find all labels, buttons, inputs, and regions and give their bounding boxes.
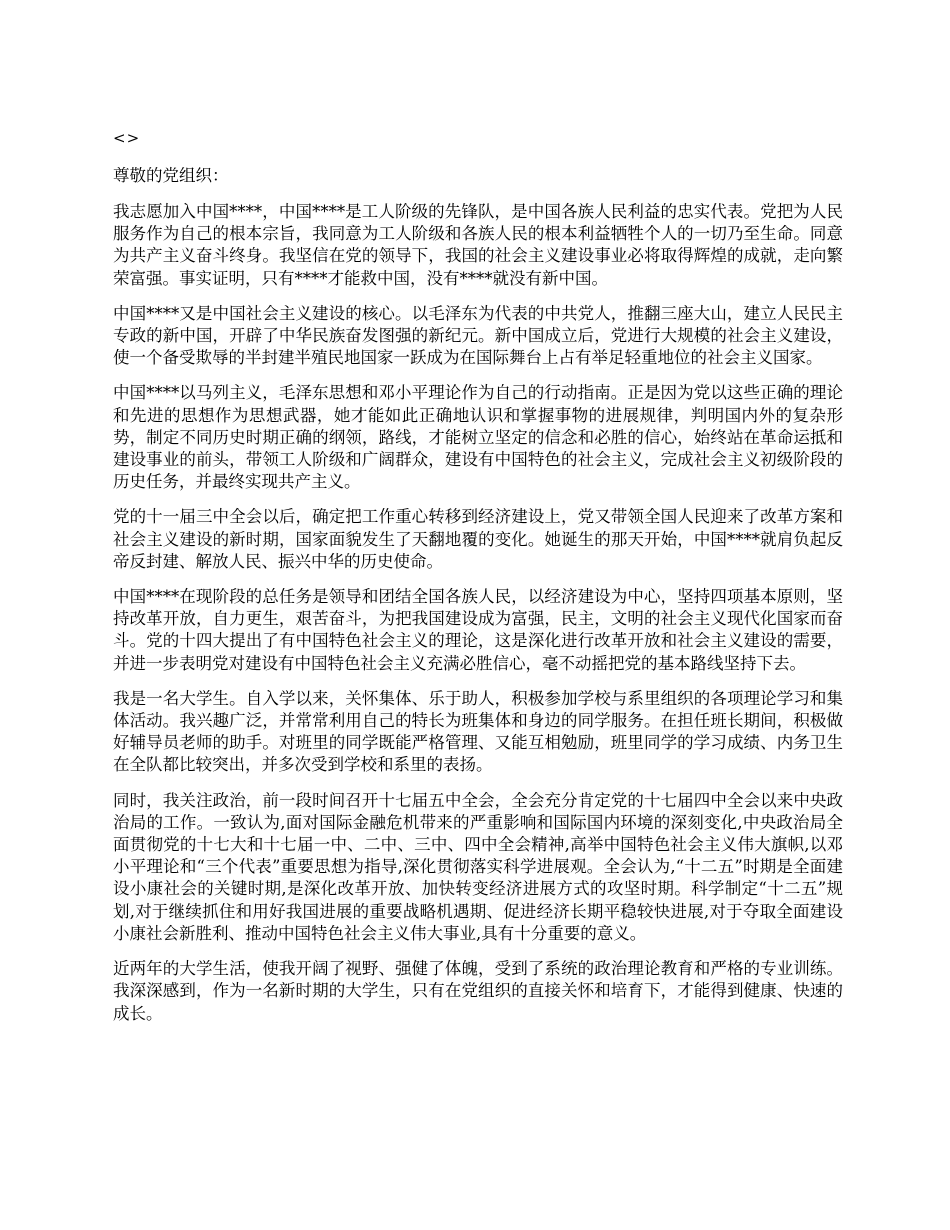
paragraph: 我是一名大学生。自入学以来，关怀集体、乐于助人，积极参加学校与系里组织的各项理论学习和集体活动。我兴趣广泛，并常常利用自己的特长为班集体和身边的同学服务。在担任班长期间，积极做好辅导员老师的助手。对班里的同学既能严格管理、又能互相勉励，班里同学的学习成绩、内务卫生在全队都比较突出，并多次受到学校和系里的表扬。: [113, 688, 843, 775]
paragraph: 近两年的大学生活，使我开阔了视野、强健了体魄，受到了系统的政治理论教育和严格的专业训练。我深深感到，作为一名新时期的大学生，只有在党组织的直接关怀和培育下，才能得到健康、快速的成长。: [113, 959, 843, 1023]
paragraph: 中国****又是中国社会主义建设的核心。以毛泽东为代表的中共党人，推翻三座大山，建立人民民主专政的新中国，开辟了中华民族奋发图强的新纪元。新中国成立后，党进行大规模的社会主义建设，使一个备受欺辱的半封建半殖民地国家一跃成为在国际舞台上占有举足轻重地位的社会主义国家。: [113, 303, 843, 368]
paragraph: 我志愿加入中国****，中国****是工人阶级的先锋队，是中国各族人民利益的忠实代表。党把为人民服务作为自己的根本宗旨，我同意为工人阶级和各族人民的根本利益牺牲个人的一切乃至生命。同意为共产主义奋斗终身。我坚信在党的领导下，我国的社会主义建设事业必将取得辉煌的成就，走向繁荣富强。事实证明，只有****才能救中国，没有****就没有新中国。: [113, 202, 843, 288]
document-marker: <>: [113, 129, 141, 147]
paragraph: 同时，我关注政治，前一段时间召开十七届五中全会，全会充分肯定党的十七届四中全会以来中央政治局的工作。一致认为,面对国际金融危机带来的严重影响和国际国内环境的深刻变化,中央政治局全面贯彻党的十七大和十七届一中、二中、三中、四中全会精神,高举中国特色社会主义伟大旗帜,以邓小平理论和“三个代表”重要思想为指导,深化贯彻落实科学进展观。全会认为,“十二五”时期是全面建设小康社会的关键时期,是深化改革开放、加快转变经济进展方式的攻坚时期。科学制定“十二五”规划,对于继续抓住和用好我国进展的重要战略机遇期、促进经济长期平稳较快进展,对于夺取全面建设小康社会新胜利、推动中国特色社会主义伟大事业,具有十分重要的意义。: [113, 790, 843, 943]
paragraph: 党的十一届三中全会以后，确定把工作重心转移到经济建设上，党又带领全国人民迎来了改革方案和社会主义建设的新时期，国家面貌发生了天翻地覆的变化。她诞生的那天开始，中国****就肩负起反帝反封建、解放人民、振兴中华的历史使命。: [113, 507, 843, 571]
salutation: 尊敬的党组织：: [113, 166, 229, 185]
document-body: [113, 128, 843, 1038]
paragraph: 中国****在现阶段的总任务是领导和团结全国各族人民，以经济建设为中心，坚持四项基本原则，坚持改革开放，自力更生，艰苦奋斗，为把我国建设成为富强，民主，文明的社会主义现代化国家而奋斗。党的十四大提出了有中国特色社会主义的理论，这是深化进行改革开放和社会主义建设的需要，并进一步表明党对建设有中国特色社会主义充满必胜信心，毫不动摇把党的基本路线坚持下去。: [113, 587, 843, 673]
paragraph: 中国****以马列主义，毛泽东思想和邓小平理论作为自己的行动指南。正是因为党以这些正确的理论和先进的思想作为思想武器，她才能如此正确地认识和掌握事物的进展规律，判明国内外的复杂形势，制定不同历史时期正确的纲领，路线，才能树立坚定的信念和必胜的信心，始终站在革命运抵和建设事业的前头，带领工人阶级和广阔群众，建设有中国特色的社会主义，完成社会主义初级阶段的历史任务，并最终实现共产主义。: [113, 383, 843, 492]
